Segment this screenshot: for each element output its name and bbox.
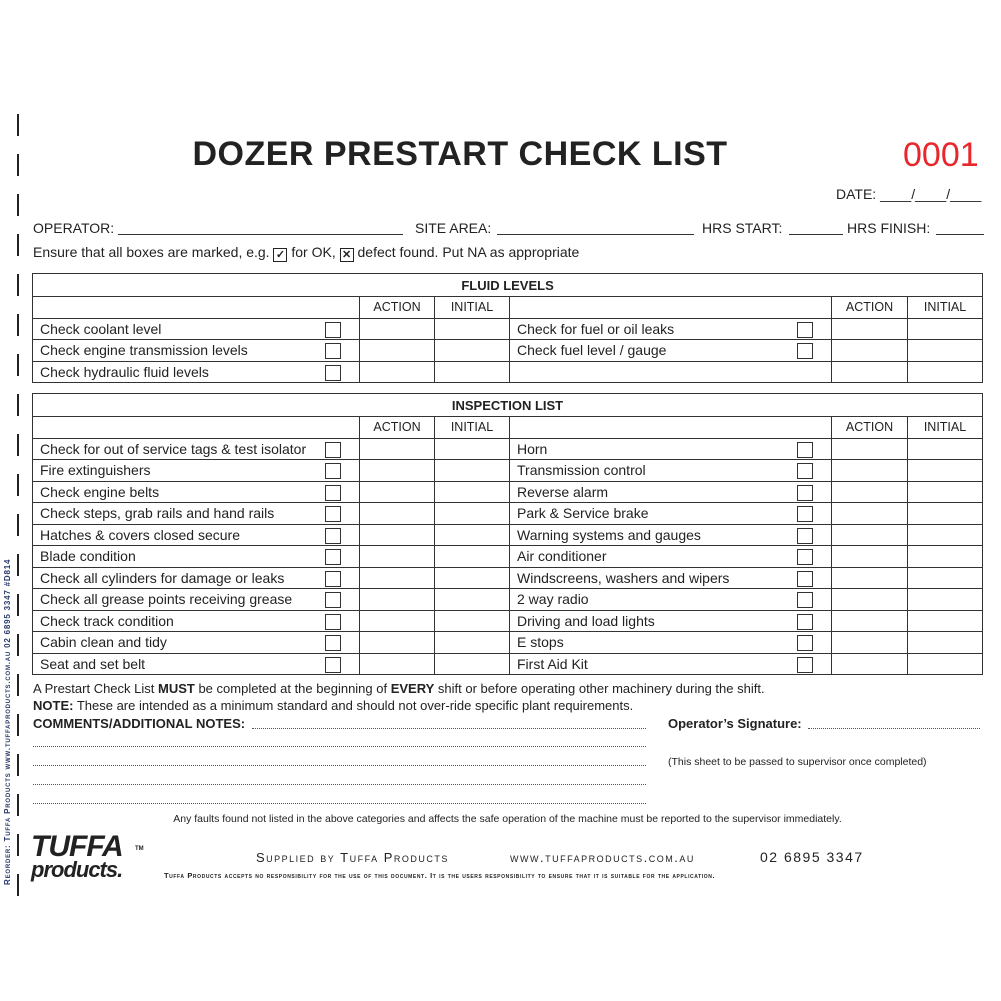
initial-cell[interactable]	[908, 524, 983, 546]
faults-note: Any faults found not listed in the above categories and affects the safe operation of the machine must be reported to the supervisor immediately.	[173, 813, 842, 825]
initial-header: INITIAL	[908, 297, 983, 319]
table-row	[33, 340, 983, 362]
initial-cell[interactable]	[435, 610, 510, 632]
section-title: INSPECTION LIST	[33, 394, 983, 417]
check-item: Transmission control	[510, 460, 832, 482]
checkbox[interactable]	[325, 485, 341, 501]
inspection-list-table	[32, 393, 983, 675]
check-item: Fire extinguishers	[33, 460, 360, 482]
check-item: Check coolant level	[33, 318, 360, 340]
initial-cell[interactable]	[435, 438, 510, 460]
initial-cell[interactable]	[435, 524, 510, 546]
defect-checkbox-icon: ✕	[340, 248, 354, 262]
initial-cell[interactable]	[435, 340, 510, 362]
table-row	[33, 653, 983, 675]
table-row	[33, 546, 983, 568]
website[interactable]: www.tuffaproducts.com.au	[510, 850, 695, 865]
punch-mark	[17, 554, 19, 576]
operator-field[interactable]	[118, 234, 403, 235]
check-item: Check steps, grab rails and hand rails	[33, 503, 360, 525]
comments-line[interactable]	[33, 784, 646, 785]
checkbox[interactable]	[325, 463, 341, 479]
comments-label: COMMENTS/ADDITIONAL NOTES:	[33, 716, 246, 731]
comments-line[interactable]	[33, 803, 646, 804]
checkbox[interactable]	[325, 365, 341, 381]
comments-line[interactable]	[252, 728, 646, 729]
check-item: Seat and set belt	[33, 653, 360, 675]
punch-mark	[17, 194, 19, 216]
punch-mark	[17, 394, 19, 416]
phone: 02 6895 3347	[760, 849, 864, 865]
punch-mark	[17, 434, 19, 456]
checkbox[interactable]	[797, 463, 813, 479]
action-cell[interactable]	[360, 567, 435, 589]
checkbox[interactable]	[797, 549, 813, 565]
site-area-field[interactable]	[497, 234, 694, 235]
action-header: ACTION	[360, 417, 435, 439]
initial-cell[interactable]	[908, 546, 983, 568]
initial-cell[interactable]	[435, 567, 510, 589]
action-cell[interactable]	[832, 546, 908, 568]
reorder-side-text: Reorder: Tuffa Products www.tuffaproducts.com.au 02 6895 3347 #D814	[3, 558, 12, 885]
initial-cell[interactable]	[908, 503, 983, 525]
table-row	[33, 610, 983, 632]
initial-cell[interactable]	[908, 340, 983, 362]
table-row	[33, 361, 983, 383]
punch-mark	[17, 514, 19, 536]
action-cell[interactable]	[832, 438, 908, 460]
hrs-start-field[interactable]	[789, 234, 843, 235]
punch-mark	[17, 474, 19, 496]
check-item: Air conditioner	[510, 546, 832, 568]
action-cell[interactable]	[360, 438, 435, 460]
punch-mark	[17, 314, 19, 336]
checkbox[interactable]	[325, 549, 341, 565]
initial-cell[interactable]	[435, 460, 510, 482]
initial-cell[interactable]	[435, 318, 510, 340]
initial-header: INITIAL	[435, 297, 510, 319]
action-cell[interactable]	[360, 610, 435, 632]
standard-note: NOTE: These are intended as a minimum standard and should not over-ride specific plant requirements.	[33, 698, 634, 713]
initial-cell[interactable]	[908, 318, 983, 340]
signature-line[interactable]	[808, 728, 980, 729]
check-item: Horn	[510, 438, 832, 460]
punch-mark	[17, 234, 19, 256]
initial-cell[interactable]	[908, 610, 983, 632]
punch-mark	[17, 834, 19, 856]
initial-cell[interactable]	[435, 589, 510, 611]
checkbox[interactable]	[797, 485, 813, 501]
check-item: Park & Service brake	[510, 503, 832, 525]
action-cell[interactable]	[360, 546, 435, 568]
check-item: Check for fuel or oil leaks	[510, 318, 832, 340]
checkbox[interactable]	[797, 506, 813, 522]
initial-cell[interactable]	[908, 653, 983, 675]
punch-mark	[17, 674, 19, 696]
signature-label: Operator’s Signature:	[668, 716, 802, 731]
checkbox[interactable]	[797, 614, 813, 630]
checkbox[interactable]	[797, 343, 813, 359]
initial-cell[interactable]	[435, 632, 510, 654]
checkbox[interactable]	[325, 322, 341, 338]
punch-mark	[17, 594, 19, 616]
action-cell[interactable]	[360, 632, 435, 654]
check-item: Blade condition	[33, 546, 360, 568]
initial-header: INITIAL	[435, 417, 510, 439]
check-item: 2 way radio	[510, 589, 832, 611]
check-item: Warning systems and gauges	[510, 524, 832, 546]
supplied-by: Supplied by Tuffa Products	[256, 850, 449, 865]
initial-cell[interactable]	[908, 361, 983, 383]
check-item: Check engine belts	[33, 481, 360, 503]
comments-line[interactable]	[33, 765, 646, 766]
initial-cell[interactable]	[435, 481, 510, 503]
action-header: ACTION	[360, 297, 435, 319]
action-cell[interactable]	[360, 340, 435, 362]
action-cell[interactable]	[832, 567, 908, 589]
punch-mark	[17, 634, 19, 656]
action-header: ACTION	[832, 417, 908, 439]
table-row	[33, 589, 983, 611]
site-area-label: SITE AREA:	[415, 220, 492, 236]
initial-cell[interactable]	[908, 589, 983, 611]
checkbox[interactable]	[325, 657, 341, 673]
instructions	[33, 244, 579, 262]
initial-cell[interactable]	[908, 567, 983, 589]
punch-mark	[17, 114, 19, 136]
check-item: Hatches & covers closed secure	[33, 524, 360, 546]
table-row	[33, 438, 983, 460]
action-cell[interactable]	[360, 361, 435, 383]
disclaimer: Tuffa Products accepts no responsibility for the use of this document. It is the users responsibility to ensure that it is suitable for the application.	[164, 871, 716, 880]
action-cell[interactable]	[360, 524, 435, 546]
punch-mark	[17, 354, 19, 376]
checkbox[interactable]	[325, 571, 341, 587]
operator-label: OPERATOR:	[33, 220, 115, 236]
action-cell[interactable]	[832, 632, 908, 654]
checkbox[interactable]	[325, 614, 341, 630]
action-cell[interactable]	[832, 589, 908, 611]
check-item: Check engine transmission levels	[33, 340, 360, 362]
check-item: Check fuel level / gauge	[510, 340, 832, 362]
check-item: Driving and load lights	[510, 610, 832, 632]
action-cell[interactable]	[360, 503, 435, 525]
instruction-text: defect found. Put NA as appropriate	[357, 244, 580, 260]
action-cell[interactable]	[360, 653, 435, 675]
must-note: A Prestart Check List MUST be completed at the beginning of EVERY shift or before operating other machinery during the shift.	[33, 681, 765, 696]
action-cell[interactable]	[360, 318, 435, 340]
action-cell[interactable]	[832, 653, 908, 675]
hrs-finish-label: HRS FINISH:	[847, 220, 931, 236]
check-item: E stops	[510, 632, 832, 654]
checkbox[interactable]	[325, 343, 341, 359]
tuffa-logo: TUFFA products. TM	[31, 830, 144, 882]
table-row	[33, 567, 983, 589]
table-row	[33, 318, 983, 340]
check-item: Check for out of service tags & test isolator	[33, 438, 360, 460]
initial-header: INITIAL	[908, 417, 983, 439]
check-item: Check all cylinders for damage or leaks	[33, 567, 360, 589]
check-item: Check hydraulic fluid levels	[33, 361, 360, 383]
table-row	[33, 524, 983, 546]
checkbox[interactable]	[325, 635, 341, 651]
action-cell[interactable]	[360, 460, 435, 482]
action-cell[interactable]	[832, 318, 908, 340]
action-cell[interactable]	[832, 460, 908, 482]
checkbox[interactable]	[797, 322, 813, 338]
check-item: Cabin clean and tidy	[33, 632, 360, 654]
initial-cell[interactable]	[908, 460, 983, 482]
checkbox[interactable]	[325, 442, 341, 458]
checkbox[interactable]	[797, 528, 813, 544]
instruction-text: for OK,	[291, 244, 336, 260]
action-header: ACTION	[832, 297, 908, 319]
punch-mark	[17, 754, 19, 776]
action-cell[interactable]	[832, 340, 908, 362]
initial-cell[interactable]	[908, 632, 983, 654]
action-cell[interactable]	[360, 589, 435, 611]
initial-cell[interactable]	[435, 503, 510, 525]
comments-line[interactable]	[33, 746, 646, 747]
table-row	[33, 481, 983, 503]
initial-cell[interactable]	[908, 481, 983, 503]
punch-mark	[17, 274, 19, 296]
check-item: Check all grease points receiving grease	[33, 589, 360, 611]
initial-cell[interactable]	[435, 653, 510, 675]
initial-cell[interactable]	[908, 438, 983, 460]
punch-mark	[17, 874, 19, 896]
table-row	[33, 632, 983, 654]
checkbox[interactable]	[797, 571, 813, 587]
date-field[interactable]: DATE: ____/____/____	[836, 186, 982, 202]
checkbox[interactable]	[797, 657, 813, 673]
checkbox[interactable]	[325, 506, 341, 522]
checkbox[interactable]	[797, 635, 813, 651]
ok-checkbox-icon: ✓	[273, 248, 287, 262]
action-cell[interactable]	[832, 481, 908, 503]
fluid-levels-table	[32, 273, 983, 383]
check-item: Windscreens, washers and wipers	[510, 567, 832, 589]
check-item: Check track condition	[33, 610, 360, 632]
action-cell[interactable]	[832, 524, 908, 546]
check-item: First Aid Kit	[510, 653, 832, 675]
action-cell[interactable]	[832, 610, 908, 632]
section-title: FLUID LEVELS	[33, 274, 983, 297]
action-cell[interactable]	[832, 361, 908, 383]
checkbox[interactable]	[797, 592, 813, 608]
initial-cell[interactable]	[435, 546, 510, 568]
check-item: Reverse alarm	[510, 481, 832, 503]
hrs-finish-field[interactable]	[936, 234, 984, 235]
checkbox[interactable]	[325, 592, 341, 608]
checkbox[interactable]	[325, 528, 341, 544]
hrs-start-label: HRS START:	[702, 220, 783, 236]
table-row	[33, 503, 983, 525]
table-row	[33, 460, 983, 482]
initial-cell[interactable]	[435, 361, 510, 383]
page-title: DOZER PRESTART CHECK LIST	[192, 135, 728, 173]
serial-number: 0001	[903, 136, 979, 174]
pass-note: (This sheet to be passed to supervisor once completed)	[668, 756, 927, 768]
action-cell[interactable]	[360, 481, 435, 503]
action-cell[interactable]	[832, 503, 908, 525]
instruction-text: Ensure that all boxes are marked, e.g.	[33, 244, 270, 260]
checkbox[interactable]	[797, 442, 813, 458]
punch-mark	[17, 714, 19, 736]
